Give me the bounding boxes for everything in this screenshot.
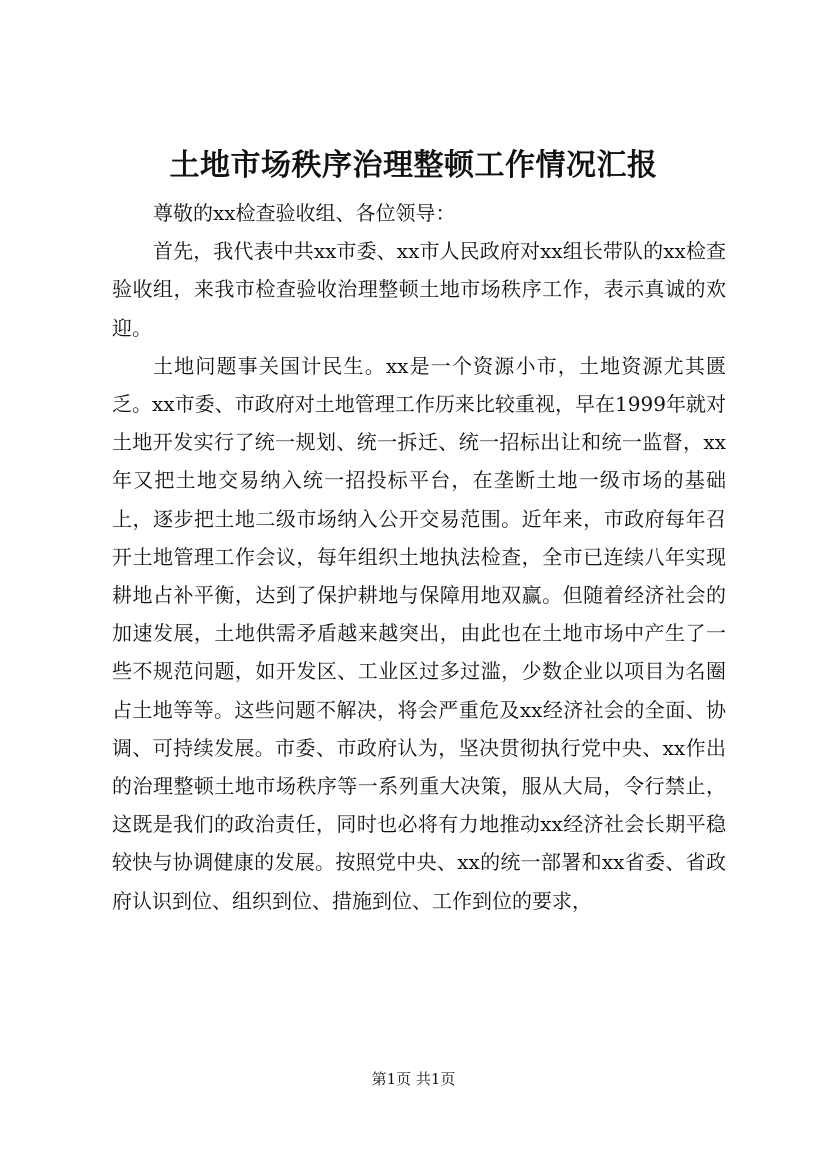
document-title: 土地市场秩序治理整顿工作情况汇报 — [169, 148, 658, 183]
salutation: 尊敬的xx检查验收组、各位领导： — [153, 201, 456, 225]
paragraph-land-issues: 土地问题事关国计民生。xx是一个资源小市，土地资源尤其匮乏。xx市委、市政府对土地管理工作历来比较重视，早在1999年就对土地开发实行了统一规划、统一拆迁、统一招标出让和统一监督，xx年又把土地交易纳入统一招投标平台，在垄断土地一级市场的基础上，逐步把土地二级市场纳入公开交易范围。近年来，市政府每年召开土地管理工作会议，每年组织土地执法检查，全市已连续八年实现耕地占补平衡，达到了保护耕地与保障用地双赢。但随着经济社会的加速发展，土地供需矛盾越来越突出，由此也在土地市场中产生了一些不规范问题，如开发区、工业区过多过滥，少数企业以项目为名圈占土地等等。这些问题不解决，将会严重危及xx经济社会的全面、协调、可持续发展。市委、市政府认为，坚决贯彻执行党中央、xx作出的治理整顿土地市场秩序等一系列重大决策，服从大局，令行禁止，这既是我们的政治责任，同时也必将有力地推动xx经济社会长期平稳较快与协调健康的发展。按照党中央、xx的统一部署和xx省委、省政府认识到位、组织到位、措施到位、工作到位的要求， — [112, 353, 726, 913]
page-footer: 第1页 共1页 — [371, 1070, 456, 1088]
paragraph-welcome: 首先，我代表中共xx市委、xx市人民政府对xx组长带队的xx检查验收组，来我市检查验收治理整顿土地市场秩序工作，表示真诚的欢迎。 — [112, 239, 726, 340]
document-body — [112, 194, 726, 920]
